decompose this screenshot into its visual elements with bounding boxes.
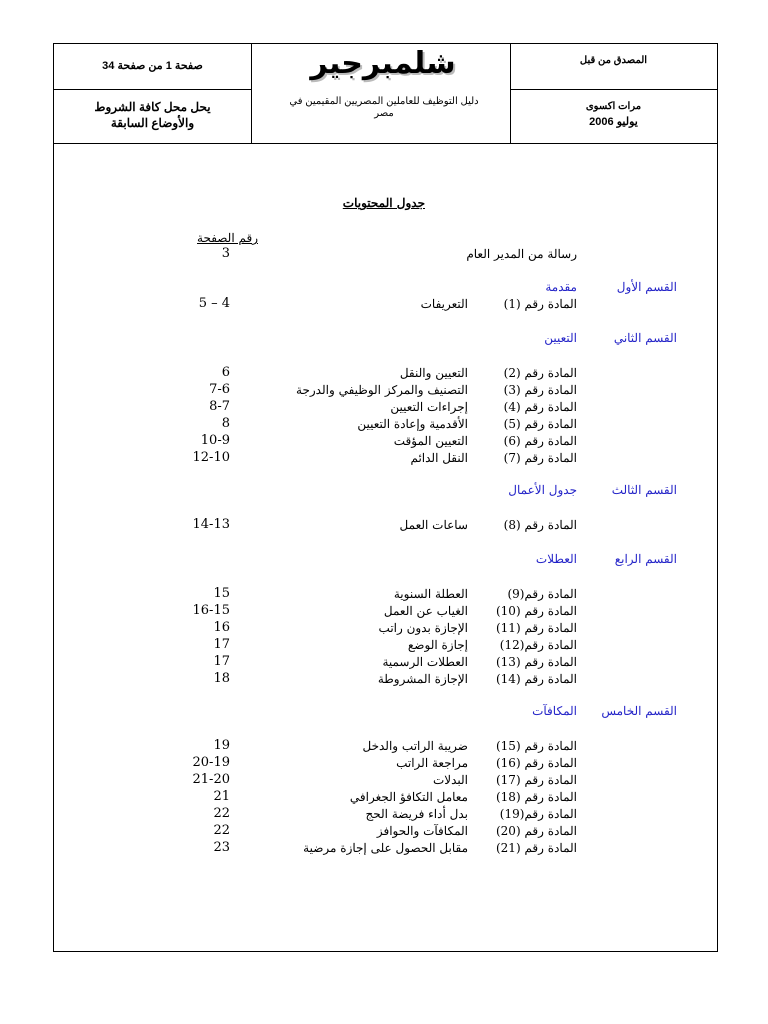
article-number: المادة رقم(12) (499, 638, 577, 652)
article-number: المادة رقم (5) (503, 417, 577, 431)
page-count-label: صفحة 1 من صفحة 34 (102, 60, 203, 72)
header-divider-left (251, 44, 252, 143)
article-number: المادة رقم(9) (507, 587, 577, 601)
article-page-number: 17 (213, 637, 230, 652)
article-title: ضريبة الراتب والدخل (362, 739, 468, 753)
section-subject: جدول الأعمال (508, 483, 577, 497)
article-page-number: 19 (213, 738, 230, 753)
article-page-number: 16 (213, 620, 230, 635)
document-header (54, 44, 717, 144)
article-page-number: 16-15 (192, 603, 230, 618)
section-name: القسم الأول (616, 280, 677, 294)
article-title: بدل أداء فريضة الحج (365, 807, 468, 821)
article-title: المكافآت والحوافز (376, 824, 468, 838)
article-title: الغياب عن العمل (383, 604, 468, 618)
article-title: إجازة الوضع (407, 638, 468, 652)
article-page-number: 10-9 (200, 433, 230, 448)
subtitle-line-1: دليل التوظيف للعاملين المصريين المقيمين في (289, 96, 479, 107)
article-number: المادة رقم (11) (495, 621, 577, 635)
article-title: مقابل الحصول على إجازة مرضية (303, 841, 468, 855)
article-title: التعريفات (420, 297, 468, 311)
approver-name: مرات اكسوى (585, 101, 642, 112)
article-number: المادة رقم (15) (495, 739, 577, 753)
article-number: المادة رقم (2) (503, 366, 577, 380)
article-title: التصنيف والمركز الوظيفي والدرجة (296, 383, 468, 397)
section-subject: المكافآت (532, 704, 577, 718)
article-page-number: 22 (213, 806, 230, 821)
article-page-number: 6 (221, 365, 230, 380)
article-title: العطلات الرسمية (382, 655, 468, 669)
article-page-number: 7-6 (209, 382, 230, 397)
article-title: الإجازة المشروطة (377, 672, 468, 686)
article-number: المادة رقم (18) (495, 790, 577, 804)
article-page-number: 20-19 (192, 755, 230, 770)
toc-title: جدول المحتويات (342, 196, 425, 210)
article-number: المادة رقم (3) (503, 383, 577, 397)
section-subject: التعيين (544, 331, 577, 345)
section-name: القسم الثاني (613, 331, 677, 345)
article-title: البدلات (432, 773, 468, 787)
article-title: الإجازة بدون راتب (378, 621, 468, 635)
article-number: المادة رقم (10) (495, 604, 577, 618)
article-page-number: 23 (213, 840, 230, 855)
article-number: المادة رقم (4) (503, 400, 577, 414)
letter-page-number: 3 (221, 246, 230, 261)
article-number: المادة رقم (7) (503, 451, 577, 465)
header-rule-right (510, 89, 717, 90)
document-subtitle (259, 96, 509, 120)
article-title: الأقدمية وإعادة التعيين (357, 417, 468, 431)
article-page-number: 22 (213, 823, 230, 838)
article-page-number: 14-13 (192, 517, 230, 532)
article-title: مراجعة الراتب (396, 756, 468, 770)
article-number: المادة رقم (21) (495, 841, 577, 855)
section-subject: العطلات (535, 552, 577, 566)
header-rule-left (54, 89, 251, 90)
article-page-number: 8 (221, 416, 230, 431)
article-page-number: 12-10 (192, 450, 230, 465)
article-number: المادة رقم (16) (495, 756, 577, 770)
supersedes-line-2: والأوضاع السابقة (110, 116, 195, 130)
article-page-number: 21 (213, 789, 230, 804)
article-number: المادة رقم (14) (495, 672, 577, 686)
general-manager-letter: رسالة من المدير العام (466, 247, 577, 261)
approval-date: يوليو 2006 (589, 116, 638, 128)
article-page-number: 8-7 (209, 399, 230, 414)
article-title: العطلة السنوية (393, 587, 468, 601)
article-number: المادة رقم (8) (503, 518, 577, 532)
section-name: القسم الخامس (601, 704, 677, 718)
article-number: المادة رقم (1) (503, 297, 577, 311)
article-title: معامل التكافؤ الجغرافي (349, 790, 468, 804)
company-logo: شلمبرجير (310, 46, 456, 81)
article-number: المادة رقم (17) (495, 773, 577, 787)
article-page-number: 21-20 (192, 772, 230, 787)
subtitle-line-2: مصر (374, 108, 394, 119)
article-title: ساعات العمل (399, 518, 468, 532)
section-name: القسم الرابع (614, 552, 677, 566)
article-title: النقل الدائم (410, 451, 468, 465)
article-number: المادة رقم (6) (503, 434, 577, 448)
article-title: إجراءات التعيين (390, 400, 468, 414)
article-page-number: 15 (213, 586, 230, 601)
article-number: المادة رقم (20) (495, 824, 577, 838)
article-number: المادة رقم(19) (499, 807, 577, 821)
article-title: التعيين المؤقت (393, 434, 468, 448)
page-number-column-header: رقم الصفحة (197, 231, 258, 245)
section-name: القسم الثالث (611, 483, 677, 497)
approved-by-label: المصدق من قبل (579, 55, 648, 66)
article-page-number: 17 (213, 654, 230, 669)
section-subject: مقدمة (545, 280, 577, 294)
article-number: المادة رقم (13) (495, 655, 577, 669)
article-page-number: 5 – 4 (198, 296, 230, 311)
article-title: التعيين والنقل (399, 366, 468, 380)
supersedes-line-1: يحل محل كافة الشروط (94, 100, 211, 114)
article-page-number: 18 (213, 671, 230, 686)
